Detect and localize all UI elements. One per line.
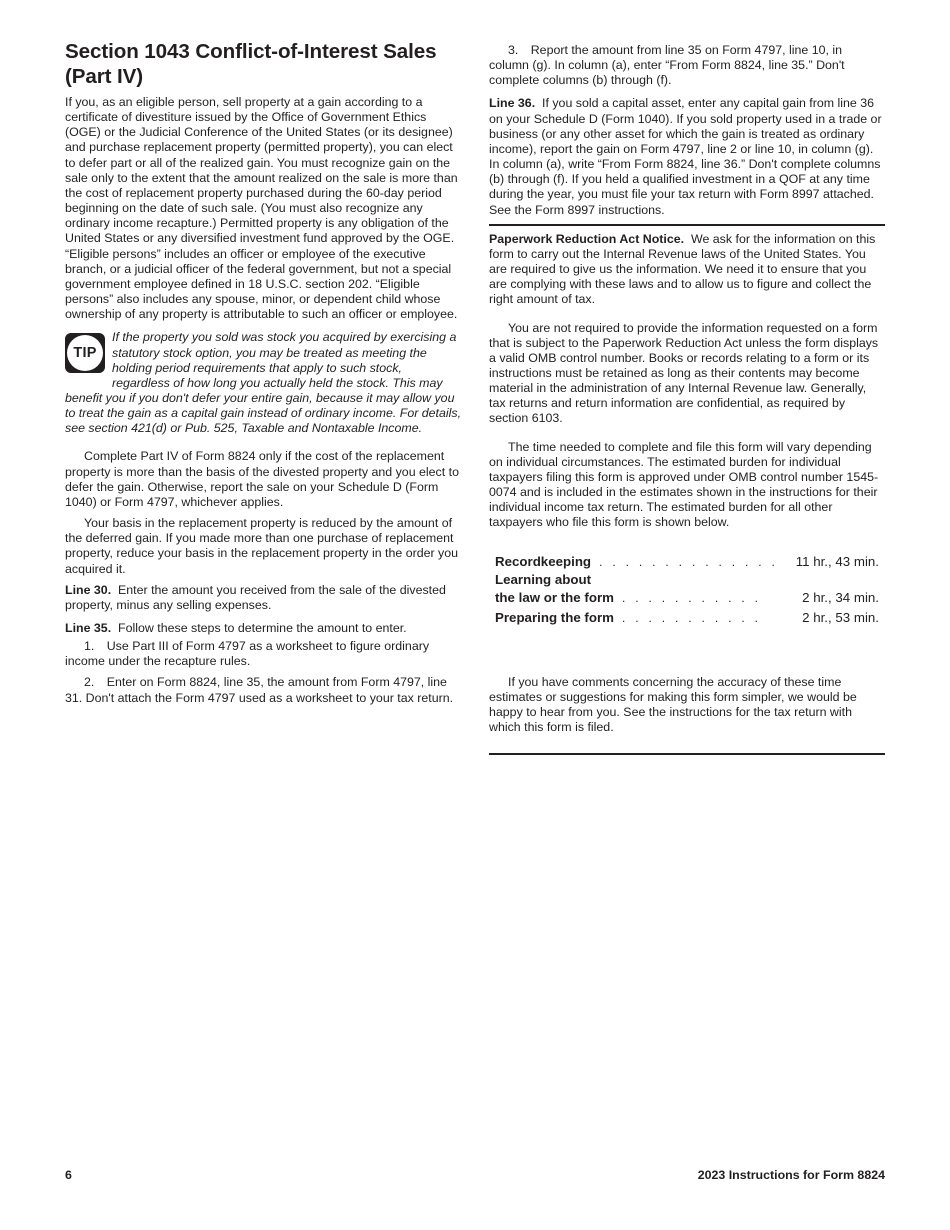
page-number: 6 (65, 1168, 72, 1182)
paperwork-notice-paragraph (489, 232, 885, 308)
footer-doc-title: 2023 Instructions for Form 8824 (697, 1168, 885, 1182)
section-heading: Section 1043 Conflict-of-Interest Sales (Part IV) (65, 40, 437, 88)
basis-paragraph: Your basis in the replacement property is reduced by the amount of the deferred gain. If you made more than one purchase of replacement property, reduce your basis in the replacement property in the order you acquired it. (65, 516, 459, 576)
end-divider (489, 753, 885, 755)
tip-text: If the property you sold was stock you acquired by exercising a statutory stock option, you may be treated as meeting the holding period requirements that apply to such stock, regardless of how long you actually held the stock. This may benefit you if you don't defer your entire gain, because it may allow you to treat the gain as a capital gain instead of ordinary income. For details, see section 421(d) or Pub. 525, Taxable and Nontaxable Income. (65, 330, 462, 436)
complete-part-iv-paragraph: Complete Part IV of Form 8824 only if the cost of the replacement property is more than the basis of the divested property and you elect to defer the gain. Otherwise, report the sale on your Schedule D (Form 1040) or Form 4797, whichever applies. (65, 449, 459, 509)
burden-table (495, 553, 879, 627)
omb-paragraph: You are not required to provide the information requested on a form that is subject to the Paperwork Reduction Act unless the form displays a valid OMB control number. Books or records relating to a form or its instructions must be retained as long as their contents may become material in the administration of any Internal Revenue law. Generally, tax returns and return information are confidential, as required by section 6103. (489, 320, 879, 426)
line-36-paragraph (489, 96, 885, 217)
burden-value: 11 hr., 43 min. (795, 553, 879, 569)
comments-paragraph: If you have comments concerning the accuracy of these time estimates or suggestions for making this form simpler, we would be happy to hear from you. See the instructions for the tax return with which this form is filed. (489, 674, 857, 734)
burden-row-learning (495, 589, 879, 607)
leader-dots: . . . . . . . . . . . . . . (599, 554, 779, 569)
burden-paragraph: The time needed to complete and file this form will vary depending on individual circumstances. The estimated burden for individual taxpayers filing this form is approved under OMB control number 1545-0074 and is included in the estimates shown in the instructions for their individual income tax return. The estimated burden for all other taxpayers who file this form is shown below. (489, 439, 879, 530)
leader-dots: . . . . . . . . . . . (621, 590, 762, 605)
burden-row-recordkeeping (495, 553, 879, 571)
paperwork-notice-label: Paperwork Reduction Act Notice. (489, 231, 685, 246)
intro-paragraph: If you, as an eligible person, sell property at a gain according to a certificate of divestiture issued by the Office of Government Ethics (OGE) or the Judicial Conference of the United States (or its designee) and purchase replacement property (permitted property), you can elect to defer part or all of the realized gain. You must recognize gain on the sale only to the extent that the amount realized on the sale is more than the cost of replacement property purchased during the 60-day period beginning on the date of such sale. (You must also recognize any ordinary income recapture.) Permitted property is any obligation of the United States or any diversified investment fund approved by the OGE. “Eligible persons” includes an officer or employee of the executive branch, or a judicial officer of the federal government, but not a special government employee defined in 18 U.S.C. section 202. “Eligible persons” also includes any spouse, minor, or dependent child whose ownership of any property is attributable to such an officer or employee. (65, 95, 458, 322)
line-36-label: Line 36. (489, 96, 536, 111)
burden-label: the law or the form (495, 589, 614, 605)
tip-icon (65, 333, 105, 373)
line-30-paragraph (65, 583, 462, 613)
burden-value: 2 hr., 34 min. (802, 589, 879, 605)
line-35-paragraph (65, 621, 462, 636)
line-30-text: Enter the amount you received from the sale of the divested property, minus any selling expenses. (65, 582, 446, 612)
left-column (65, 40, 462, 706)
burden-label: Preparing the form (495, 609, 614, 625)
paperwork-notice-text: We ask for the information on this form to carry out the Internal Revenue laws of the United States. You are required to give us the information. We need it to ensure that you are complying with these laws and to allow us to figure and collect the right amount of tax. (489, 231, 876, 307)
right-column (489, 40, 885, 755)
line-36-text: If you sold a capital asset, enter any capital gain from line 36 on your Schedule D (Form 1040). If you sold property used in a trade or business (or any other asset for which the gain is treated as ordinary income), report the gain on Form 4797, line 2 or line 10, in column (g). In column (a), write “From Form 8824, line 36.” Don't complete columns (b) through (f). If you held a qualified investment in a QOF at any time during the year, you must file your tax return with Form 8997 attached. See the Form 8997 instructions. (489, 96, 882, 217)
line-30-label: Line 30. (65, 582, 112, 597)
burden-row-learning-label (495, 571, 879, 589)
burden-value: 2 hr., 53 min. (802, 609, 879, 625)
burden-row-preparing (495, 609, 879, 627)
line-35-step-3: 3. Report the amount from line 35 on Form 4797, line 10, in column (g). In column (a), enter “From Form 8824, line 35.” Don't complete columns (b) through (f). (489, 43, 845, 88)
tip-box (65, 330, 462, 436)
burden-label: Recordkeeping (495, 553, 592, 569)
section-divider (489, 224, 885, 226)
line-35-step-1: 1. Use Part III of Form 4797 as a worksheet to figure ordinary income under the recapture rules. (65, 639, 430, 669)
line-35-step-2: 2. Enter on Form 8824, line 35, the amount from Form 4797, line 31. Don't attach the Form 4797 used as a worksheet to your tax return. (65, 675, 454, 705)
burden-label-line1: Learning about (495, 571, 592, 587)
leader-dots: . . . . . . . . . . . (621, 610, 762, 625)
tip-badge-label: TIP (73, 345, 97, 362)
line-35-label: Line 35. (65, 621, 112, 635)
line-35-text: Follow these steps to determine the amount to enter. (118, 621, 407, 635)
